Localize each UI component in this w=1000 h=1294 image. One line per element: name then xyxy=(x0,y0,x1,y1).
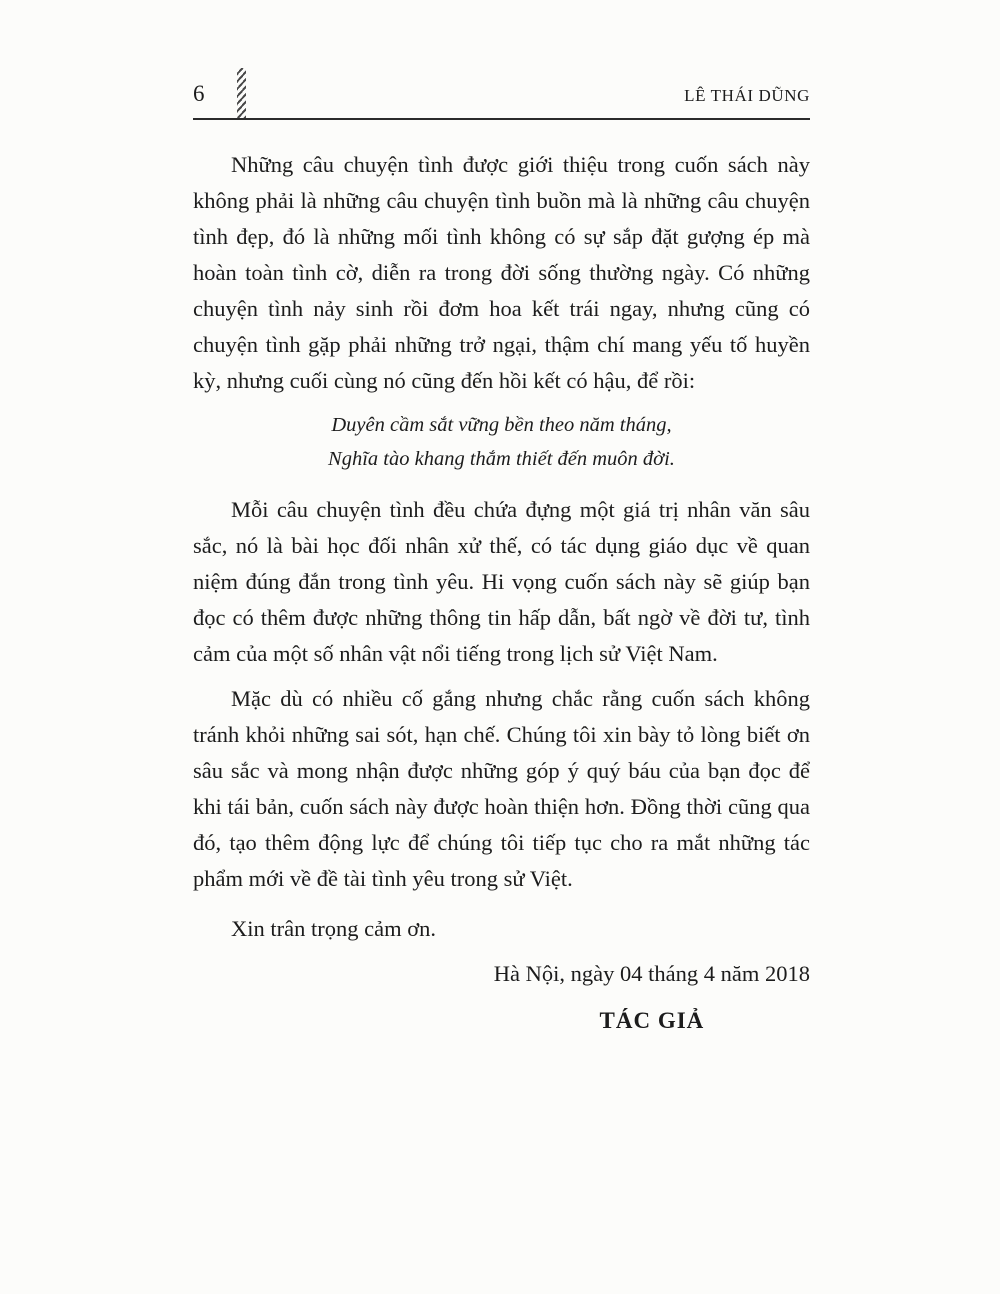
running-title: LÊ THÁI DŨNG xyxy=(684,86,810,105)
dateline: Hà Nội, ngày 04 tháng 4 năm 2018 xyxy=(493,961,810,986)
header-ornament-icon xyxy=(237,68,246,118)
closing-line: Xin trân trọng cảm ơn. xyxy=(231,916,436,941)
author-signature: TÁC GIẢ xyxy=(599,1008,705,1033)
page-header xyxy=(193,82,810,120)
signature-block xyxy=(494,956,810,1039)
paragraph-meaning: Mỗi câu chuyện tình đều chứa đựng một giá trị nhân văn sâu sắc, nó là bài học đối nhân xử thế, có tác dụng giáo dục về quan niệm đúng đắn trong tình yêu. Hi vọng cuốn sách này sẽ giúp bạn đọc có thêm được những thông tin hấp dẫn, bất ngờ về đời tư, tình cảm của một số nhân vật nổi tiếng trong lịch sử Việt Nam. xyxy=(193,497,810,666)
page-number: 6 xyxy=(193,81,205,106)
body-text xyxy=(193,147,810,1039)
verse-line-2: Nghĩa tào khang thắm thiết đến muôn đời. xyxy=(328,448,675,470)
verse-block xyxy=(193,408,810,476)
paragraph-intro: Những câu chuyện tình được giới thiệu trong cuốn sách này không phải là những câu chuyện tình buồn mà là những câu chuyện tình đẹp, đó là những mối tình không có sự sắp đặt gượng ép mà hoàn toàn tình cờ, diễn ra trong đời sống thường ngày. Có những chuyện tình nảy sinh rồi đơm hoa kết trái ngay, nhưng cũng có chuyện tình gặp phải những trở ngại, thậm chí mang yếu tố huyền kỳ, nhưng cuối cùng nó cũng đến hồi kết có hậu, để rồi: xyxy=(193,152,810,393)
verse-line-1: Duyên cầm sắt vững bền theo năm tháng, xyxy=(331,414,672,436)
page-content xyxy=(193,0,810,1039)
paragraph-apology: Mặc dù có nhiều cố gắng nhưng chắc rằng cuốn sách không tránh khỏi những sai sót, hạn chế. Chúng tôi xin bày tỏ lòng biết ơn sâu sắc và mong nhận được những góp ý quý báu của bạn đọc để khi tái bản, cuốn sách này được hoàn thiện hơn. Đồng thời cũng qua đó, tạo thêm động lực để chúng tôi tiếp tục cho ra mắt những tác phẩm mới về đề tài tình yêu trong sử Việt. xyxy=(193,686,810,891)
